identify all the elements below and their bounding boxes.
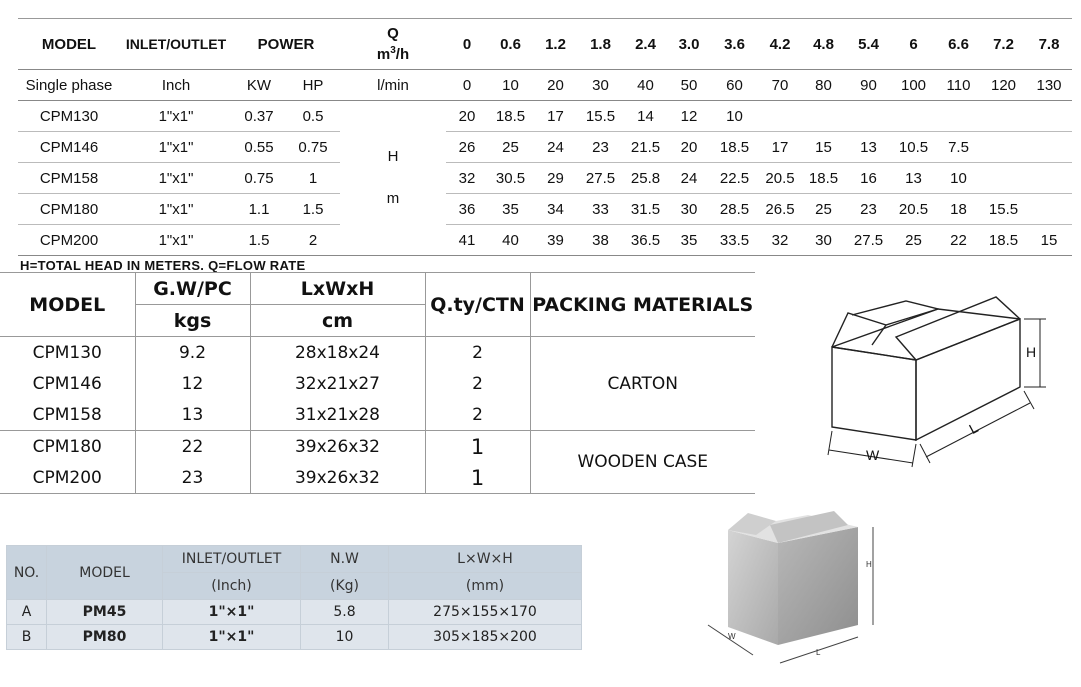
pack-gw-cell: 23 [135,462,250,494]
flow-m3h: 1.8 [578,19,623,70]
inlet-cell: 1"x1" [120,225,232,256]
flow-lmin: 80 [801,70,846,101]
pack-model-cell: CPM130 [32,342,102,363]
flow-lmin: 110 [936,70,981,101]
head-cell: 18.5 [710,132,759,163]
header-power: POWER [232,19,340,70]
kw-cell: 0.55 [232,132,286,163]
flow-m3h: 2.4 [623,19,668,70]
hp-cell: 0.75 [286,132,340,163]
header-inlet-outlet: INLET/OUTLET [120,19,232,70]
head-cell: 20 [668,132,710,163]
hp-cell: 2 [286,225,340,256]
inlet-cell: 1"x1" [120,101,232,132]
flow-m3h: 3.0 [668,19,710,70]
inlet-cell: 1"x1" [120,194,232,225]
head-cell: 33.5 [710,225,759,256]
head-cell [981,163,1026,194]
pm-table [6,545,582,650]
head-cell [936,101,981,132]
legend-note: H=TOTAL HEAD IN METERS. Q=FLOW RATE [20,258,306,273]
sub-phase: Single phase [18,70,120,101]
packing-table [0,272,755,494]
flow-lmin: 100 [891,70,936,101]
pm-inlet-cell: 1"×1" [163,600,301,625]
flow-m3h: 1.2 [533,19,578,70]
dim-l-label: L [966,419,981,438]
flow-m3h: 3.6 [710,19,759,70]
packing-header-row [0,273,755,305]
table-row [0,337,755,369]
head-cell: 13 [891,163,936,194]
head-cell: 36.5 [623,225,668,256]
head-cell: 15 [801,132,846,163]
kw-cell: 0.37 [232,101,286,132]
model-cell: CPM130 [18,101,120,132]
head-cell: 28.5 [710,194,759,225]
head-cell: 25 [488,132,533,163]
pack-dims-cell: 39x26x32 [250,431,425,463]
pack-header-dims: LxWxH [250,273,425,305]
head-cell: 27.5 [846,225,891,256]
flow-lmin: 60 [710,70,759,101]
flow-lmin: 90 [846,70,891,101]
head-cell [891,101,936,132]
perf-header-row [18,19,1072,70]
inlet-cell: 1"x1" [120,163,232,194]
head-cell: 30 [801,225,846,256]
head-cell: 17 [533,101,578,132]
head-cell [846,101,891,132]
head-cell [1026,101,1072,132]
pack-model-cell: CPM146 [32,373,102,394]
head-cell [981,101,1026,132]
head-cell: 36 [446,194,488,225]
pack-dims-cell: 39x26x32 [250,462,425,494]
carton-flap-back [852,301,938,325]
perf-subheader-row [18,70,1072,101]
m-label: m [386,190,400,207]
model-cell: CPM146 [18,132,120,163]
head-cell: 30.5 [488,163,533,194]
header-model: MODEL [18,19,120,70]
flow-lmin: 10 [488,70,533,101]
kw-cell: 0.75 [232,163,286,194]
flow-m3h: 6.6 [936,19,981,70]
pack-header-materials: PACKING MATERIALS [530,273,755,337]
flow-lmin: 20 [533,70,578,101]
pack-qty-cell: 1 [425,462,530,494]
pm-no-cell: B [7,625,47,650]
flow-lmin: 30 [578,70,623,101]
head-cell: 22 [936,225,981,256]
pack-unit-cm: cm [250,305,425,337]
head-cell: 10 [936,163,981,194]
head-cell [981,132,1026,163]
head-cell: 14 [623,101,668,132]
pm-header-model: MODEL [47,546,163,600]
pm-no-cell: A [7,600,47,625]
head-cell: 31.5 [623,194,668,225]
head-cell: 25 [801,194,846,225]
performance-table [18,18,1072,256]
head-cell: 23 [846,194,891,225]
head-cell: 24 [533,132,578,163]
pm-nw-cell: 5.8 [301,600,389,625]
pack-dims-cell: 32x21x27 [250,368,425,399]
pack-unit-kgs: kgs [135,305,250,337]
pm-nw-cell: 10 [301,625,389,650]
pack-dims-cell: 28x18x24 [250,337,425,369]
head-cell: 38 [578,225,623,256]
head-cell: 25 [891,225,936,256]
pm-header-no: NO. [7,546,47,600]
carton-diagram [820,295,1060,475]
head-cell: 39 [533,225,578,256]
head-unit-cell [340,101,446,256]
head-cell: 13 [846,132,891,163]
box-front-face [728,530,778,645]
head-cell: 17 [759,132,801,163]
flow-m3h: 0.6 [488,19,533,70]
head-cell: 10.5 [891,132,936,163]
model-cell: CPM158 [18,163,120,194]
dim-w-label: W [866,447,880,463]
flow-m3h: 6 [891,19,936,70]
carton-front-face [832,347,916,440]
material-carton: CARTON [530,337,755,431]
head-cell: 32 [446,163,488,194]
table-row [7,625,582,650]
pack-gw-cell: 22 [135,431,250,463]
head-cell: 24 [668,163,710,194]
flow-m3h: 7.2 [981,19,1026,70]
q-unit: $m^3/h$ [376,45,410,63]
flow-lmin: 70 [759,70,801,101]
hp-cell: 0.5 [286,101,340,132]
table-row [18,132,1072,163]
head-cell: 20 [446,101,488,132]
head-cell [1026,132,1072,163]
pack-header-gw: G.W/PC [135,273,250,305]
flow-m3h: 4.2 [759,19,801,70]
pm-dims-cell: 275×155×170 [389,600,582,625]
pm-header-dims: L×W×H [389,546,582,573]
pm-inlet-cell: 1"×1" [163,625,301,650]
hp-cell: 1 [286,163,340,194]
pm-header-row [7,546,582,573]
head-cell: 18 [936,194,981,225]
pack-header-qty: Q.ty/CTN [425,273,530,337]
head-cell: 15 [1026,225,1072,256]
head-cell: 32 [759,225,801,256]
head-cell: 20.5 [759,163,801,194]
pm-unit-mm: (mm) [389,573,582,600]
box-dim-l-label: L [816,648,821,657]
sub-inch: Inch [120,70,232,101]
flow-lmin: 0 [446,70,488,101]
head-cell: 21.5 [623,132,668,163]
pack-model-cell: CPM180 [32,436,102,457]
flow-m3h: 4.8 [801,19,846,70]
head-cell: 34 [533,194,578,225]
table-row [18,101,1072,132]
head-cell: 26 [446,132,488,163]
pack-gw-cell: 13 [135,399,250,431]
head-cell: 22.5 [710,163,759,194]
header-q [340,19,446,70]
head-cell: 29 [533,163,578,194]
head-cell: 18.5 [981,225,1026,256]
flow-m3h: 0 [446,19,488,70]
pm-header-nw: N.W [301,546,389,573]
q-label: Q [387,25,399,42]
kw-cell: 1.5 [232,225,286,256]
material-wooden-case: WOODEN CASE [530,431,755,494]
flow-lmin: 120 [981,70,1026,101]
pack-dims-cell: 31x21x28 [250,399,425,431]
pack-qty-cell: 2 [425,368,530,399]
pack-gw-cell: 12 [135,368,250,399]
table-row [0,431,755,463]
table-row [18,194,1072,225]
head-cell: 20.5 [891,194,936,225]
table-row [18,225,1072,256]
head-cell: 25.8 [623,163,668,194]
kw-cell: 1.1 [232,194,286,225]
sub-lmin: l/min [340,70,446,101]
table-row [7,600,582,625]
pack-model-cell: CPM200 [0,462,135,494]
flow-m3h: 5.4 [846,19,891,70]
inlet-cell: 1"x1" [120,132,232,163]
model-cell: CPM200 [18,225,120,256]
head-cell: 15.5 [981,194,1026,225]
pack-qty-cell: 1 [425,431,530,463]
pm-model-cell: PM45 [47,600,163,625]
pm-header-inlet: INLET/OUTLET [163,546,301,573]
model-cell: CPM180 [18,194,120,225]
table-row [18,163,1072,194]
head-cell: 35 [668,225,710,256]
pm-model-cell: PM80 [47,625,163,650]
head-cell [1026,163,1072,194]
head-cell: 18.5 [801,163,846,194]
pack-gw-cell: 9.2 [135,337,250,369]
head-cell: 40 [488,225,533,256]
head-cell: 35 [488,194,533,225]
pm-unit-kg: (Kg) [301,573,389,600]
head-cell [1026,194,1072,225]
head-cell: 10 [710,101,759,132]
flow-lmin: 130 [1026,70,1072,101]
head-cell: 16 [846,163,891,194]
h-label: H [387,148,399,165]
box-dim-w-label: W [728,632,736,641]
head-cell: 41 [446,225,488,256]
pm-dims-cell: 305×185×200 [389,625,582,650]
carton-flap-right [896,297,1020,360]
sub-kw: KW [232,70,286,101]
pack-header-model: MODEL [0,273,135,337]
head-cell: 18.5 [488,101,533,132]
head-cell: 33 [578,194,623,225]
flow-m3h: 7.8 [1026,19,1072,70]
sub-hp: HP [286,70,340,101]
head-cell: 26.5 [759,194,801,225]
flow-lmin: 50 [668,70,710,101]
dim-h-label: H [1026,344,1037,360]
head-cell: 7.5 [936,132,981,163]
pm-unit-inch: (Inch) [163,573,301,600]
pack-model-cell: CPM158 [0,399,135,431]
head-cell: 12 [668,101,710,132]
box-side-face [778,527,858,645]
head-cell: 30 [668,194,710,225]
head-cell [759,101,801,132]
head-cell: 27.5 [578,163,623,194]
pack-qty-cell: 2 [425,399,530,431]
flow-lmin: 40 [623,70,668,101]
box-diagram [698,505,883,680]
head-cell: 23 [578,132,623,163]
hp-cell: 1.5 [286,194,340,225]
box-dim-h-label: H [866,560,872,569]
pack-qty-cell: 2 [425,337,530,369]
head-cell [801,101,846,132]
head-cell: 15.5 [578,101,623,132]
